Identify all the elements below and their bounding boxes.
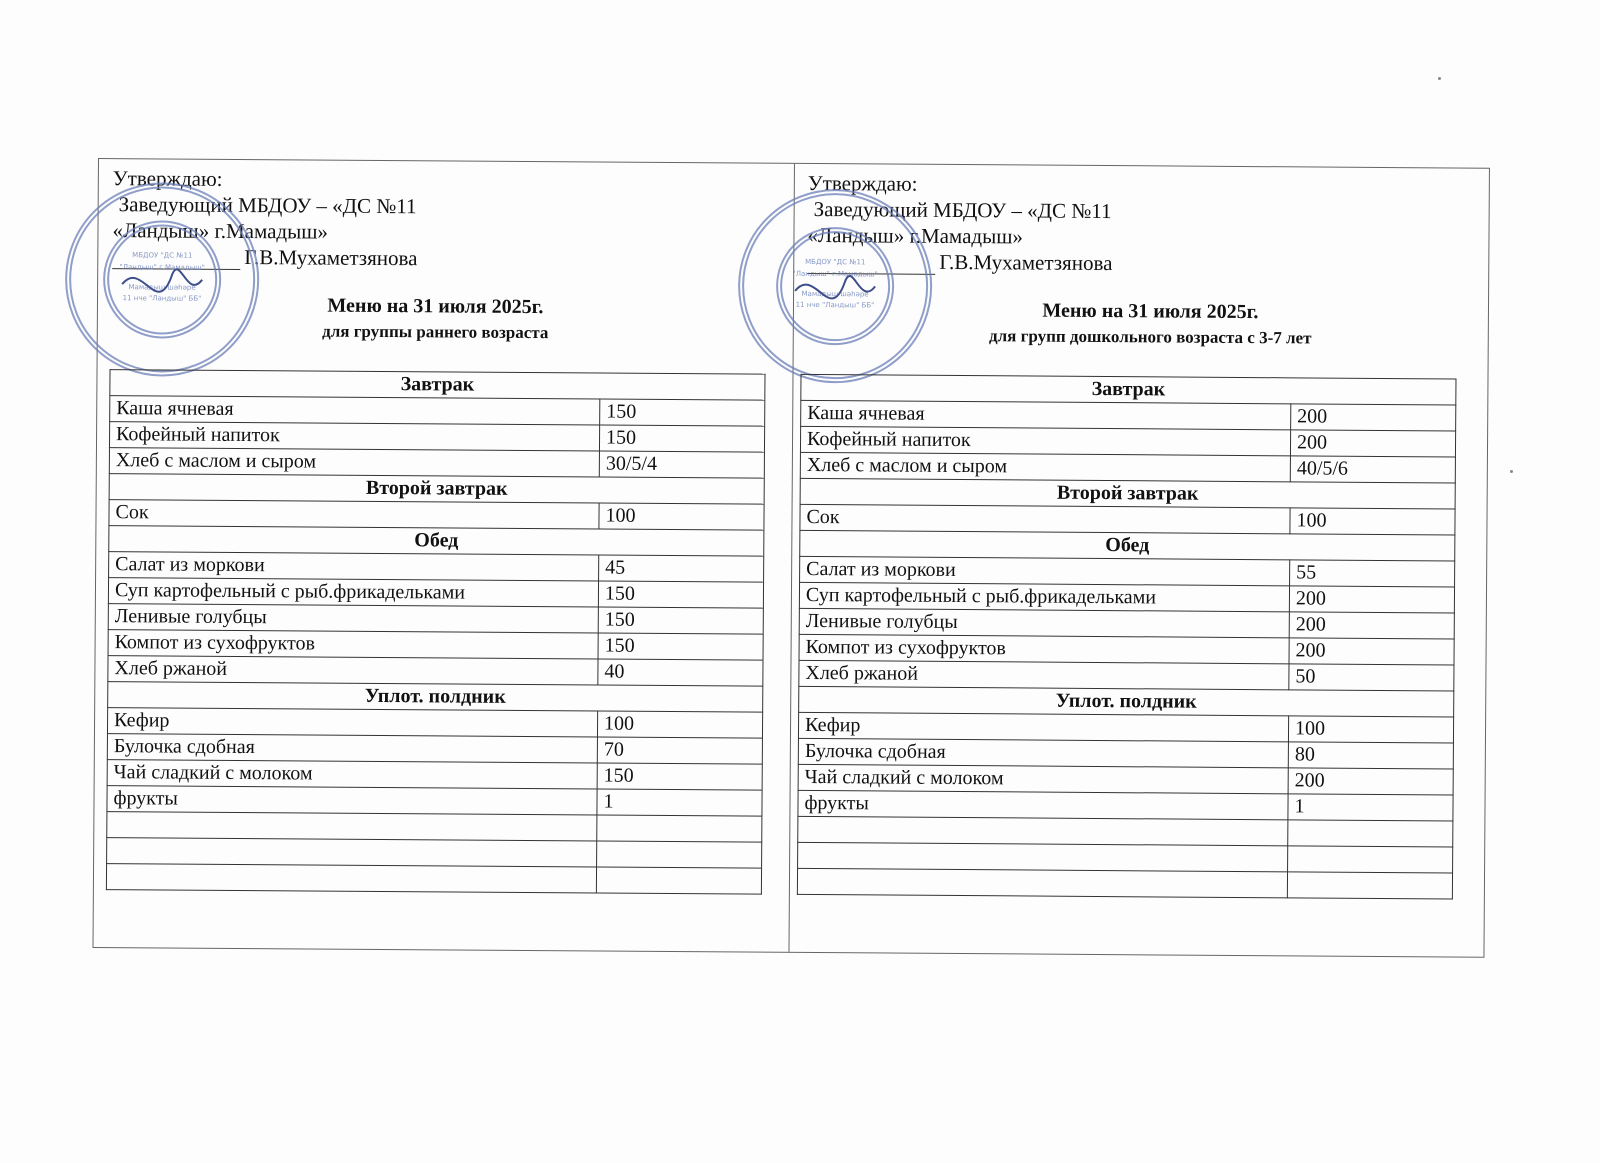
portion-amount: 40 <box>598 659 763 686</box>
portion-amount: 150 <box>599 425 764 452</box>
menu-row <box>798 764 1453 795</box>
portion-amount: 150 <box>598 581 763 608</box>
dish-name: Кофейный напиток <box>109 422 599 451</box>
approval-block <box>112 165 418 271</box>
dish-name: Булочка сдобная <box>107 734 597 763</box>
approval-heading: Утверждаю: <box>112 166 223 191</box>
scan-speck <box>1438 77 1441 80</box>
menu-row <box>799 634 1454 665</box>
menu-row <box>110 396 765 427</box>
dish-name: Салат из моркови <box>109 552 599 581</box>
dish-name: Хлеб с маслом и сыром <box>800 452 1290 481</box>
portion-amount: 150 <box>600 399 765 426</box>
dish-name: фрукты <box>798 790 1288 819</box>
menu-panel-early-age <box>99 159 794 813</box>
approval-organization: «Ландыш» г.Мамадыш» <box>112 218 329 244</box>
portion-amount: 200 <box>1289 586 1454 613</box>
dish-name: Суп картофельный с рыб.фрикадельками <box>799 582 1289 611</box>
dish-name: Ленивые голубцы <box>799 608 1289 637</box>
dish-name: Сок <box>800 504 1290 533</box>
menu-row <box>107 760 762 791</box>
section-heading-snack: Уплот. полдник <box>799 686 1454 717</box>
section-heading-breakfast: Завтрак <box>110 370 765 401</box>
empty-cell <box>106 864 596 893</box>
approval-heading: Утверждаю: <box>807 170 918 196</box>
dish-name: Салат из моркови <box>800 556 1290 585</box>
portion-amount: 55 <box>1290 560 1455 587</box>
dish-name: Чай сладкий с молоком <box>798 764 1288 793</box>
menu-row <box>109 552 764 583</box>
column-divider <box>788 164 795 952</box>
empty-cell <box>798 816 1288 845</box>
portion-amount: 45 <box>599 555 764 582</box>
section-heading-second-breakfast: Второй завтрак <box>109 474 764 505</box>
empty-cell <box>597 841 762 868</box>
portion-amount: 80 <box>1288 742 1453 769</box>
dish-name: Кефир <box>798 712 1288 741</box>
menu-subtitle: для группы раннего возраста <box>322 321 549 343</box>
menu-row <box>108 630 763 661</box>
empty-cell <box>797 868 1287 897</box>
menu-row <box>801 400 1456 431</box>
menu-row <box>798 738 1453 769</box>
menu-row <box>800 556 1455 587</box>
portion-amount: 150 <box>598 633 763 660</box>
portion-amount: 100 <box>599 503 764 530</box>
empty-cell <box>1288 820 1453 847</box>
section-heading-lunch: Обед <box>109 526 764 557</box>
section-heading-snack: Уплот. полдник <box>108 682 763 713</box>
stamp-center-line-1: МБДОУ "ДС №11 <box>805 257 866 267</box>
menu-title: Меню на 31 июля 2025г. <box>1042 299 1259 324</box>
dish-name: Кефир <box>107 708 597 737</box>
dish-name: Каша ячневая <box>110 396 600 425</box>
menu-subtitle: для групп дошкольного возраста с 3-7 лет <box>989 326 1312 348</box>
approval-position: Заведующий МБДОУ – «ДС №11 <box>118 192 417 219</box>
portion-amount: 200 <box>1289 638 1454 665</box>
portion-amount: 1 <box>1288 794 1453 821</box>
menu-row <box>800 426 1455 457</box>
menu-row <box>109 448 764 479</box>
dish-name: Компот из сухофруктов <box>799 634 1289 663</box>
menu-row <box>108 578 763 609</box>
signer-name: Г.В.Мухаметзянова <box>939 249 1113 276</box>
dish-name: Булочка сдобная <box>798 738 1288 767</box>
signer-name: Г.В.Мухаметзянова <box>244 245 418 271</box>
portion-amount: 150 <box>598 607 763 634</box>
dish-name: Хлеб с маслом и сыром <box>109 448 599 477</box>
menu-panel-preschool <box>792 164 1489 818</box>
stamp-center-line-4: 11 нче "Ландыш" ББ" <box>795 300 875 310</box>
signature-line <box>112 243 417 271</box>
signature-underline <box>807 273 935 275</box>
menu-table <box>106 369 766 895</box>
portion-amount: 200 <box>1289 612 1454 639</box>
portion-amount: 200 <box>1288 768 1453 795</box>
dish-name: фрукты <box>107 786 597 815</box>
document-sheet <box>92 158 1489 958</box>
dish-name: Хлеб ржаной <box>108 656 598 685</box>
dish-name: Каша ячневая <box>801 400 1291 429</box>
portion-amount: 200 <box>1291 404 1456 431</box>
stamp-center-line-4: 11 нче "Ландыш" ББ" <box>122 294 202 303</box>
portion-amount: 150 <box>597 763 762 790</box>
menu-row <box>107 734 762 765</box>
menu-row <box>799 660 1454 691</box>
portion-amount: 70 <box>597 737 762 764</box>
dish-name: Компот из сухофруктов <box>108 630 598 659</box>
dish-name: Сок <box>109 500 599 529</box>
menu-row <box>108 604 763 635</box>
empty-cell <box>597 815 762 842</box>
section-heading-second-breakfast: Второй завтрак <box>800 478 1455 509</box>
menu-row <box>799 608 1454 639</box>
empty-cell <box>107 838 597 867</box>
empty-cell <box>798 842 1288 871</box>
dish-name: Хлеб ржаной <box>799 660 1289 689</box>
approval-block <box>807 170 1113 276</box>
portion-amount: 100 <box>1290 508 1455 535</box>
empty-row <box>106 864 761 895</box>
portion-amount: 50 <box>1289 664 1454 691</box>
portion-amount: 40/5/6 <box>1290 456 1455 483</box>
stamp-center-line-2: "Ландыш" г.Мамадыш" <box>792 269 878 279</box>
signature-line <box>807 248 1112 276</box>
menu-row <box>109 422 764 453</box>
empty-cell <box>107 812 597 841</box>
section-heading-lunch: Обед <box>800 530 1455 561</box>
menu-title: Меню на 31 июля 2025г. <box>327 294 544 319</box>
signature-underline <box>112 268 240 270</box>
stamp-center-line-3: Мамадыш шәһәре <box>128 283 196 292</box>
empty-cell <box>596 867 761 894</box>
portion-amount: 100 <box>597 711 762 738</box>
stamp-center-line-1: МБДОУ "ДС №11 <box>132 251 193 260</box>
stamp-center-line-2: "Ландыш" г.Мамадыш" <box>119 263 205 272</box>
portion-amount: 100 <box>1288 716 1453 743</box>
menu-row <box>108 656 763 687</box>
menu-row <box>799 582 1454 613</box>
menu-table <box>797 374 1457 900</box>
portion-amount: 200 <box>1290 430 1455 457</box>
empty-cell <box>1288 846 1453 873</box>
stamp-center-line-3: Мамадыш шәһәре <box>801 289 869 299</box>
dish-name: Чай сладкий с молоком <box>107 760 597 789</box>
signature-scribble <box>122 269 202 292</box>
portion-amount: 1 <box>597 789 762 816</box>
portion-amount: 30/5/4 <box>599 451 764 478</box>
approval-position: Заведующий МБДОУ – «ДС №11 <box>813 196 1112 224</box>
dish-name: Суп картофельный с рыб.фрикадельками <box>108 578 598 607</box>
dish-name: Кофейный напиток <box>800 426 1290 455</box>
approval-organization: «Ландыш» г.Мамадыш» <box>807 222 1023 249</box>
menu-row <box>800 452 1455 483</box>
dish-name: Ленивые голубцы <box>108 604 598 633</box>
empty-cell <box>1287 872 1452 899</box>
empty-row <box>797 868 1452 899</box>
scan-speck <box>1510 470 1513 473</box>
section-heading-breakfast: Завтрак <box>801 374 1456 405</box>
